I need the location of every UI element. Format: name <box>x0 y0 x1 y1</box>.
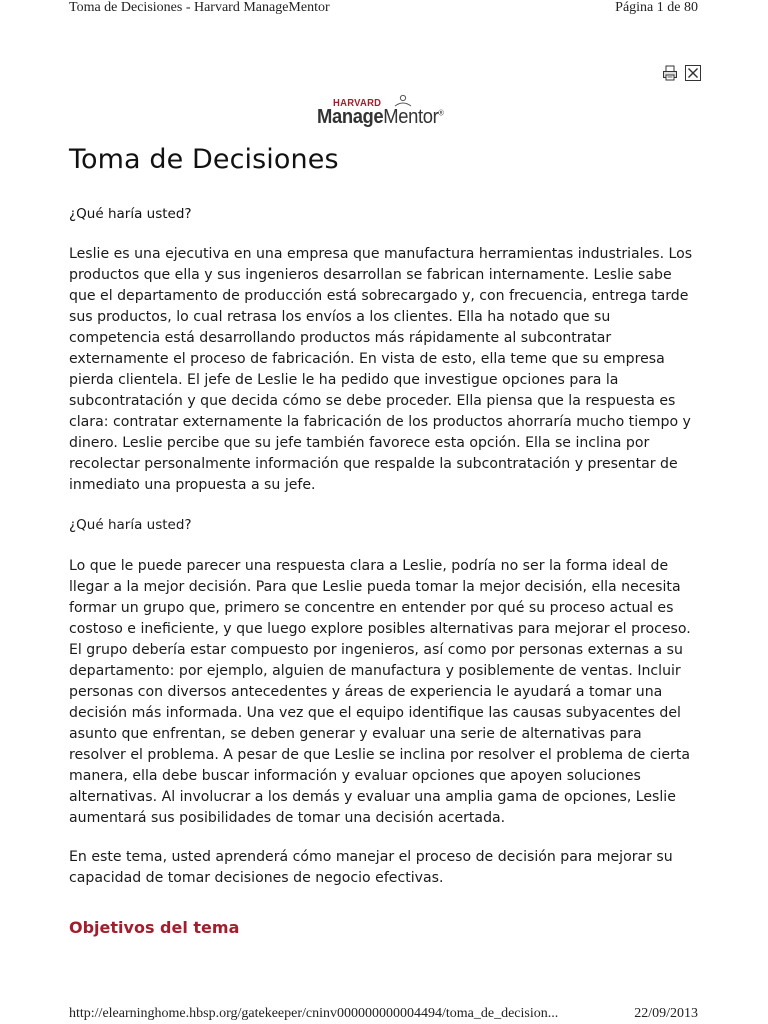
question-repeat: ¿Qué haría usted? <box>69 517 192 533</box>
document-toolbar <box>660 65 701 83</box>
print-footer-url: http://elearninghome.hbsp.org/gatekeeper/cninv000000000004494/toma_de_decision... <box>69 1006 559 1021</box>
logo-managementor-text <box>317 106 443 129</box>
harvard-managementor-logo <box>315 94 455 132</box>
logo-harvard-text: HARVARD <box>333 97 382 109</box>
close-icon[interactable] <box>685 65 701 81</box>
page-title: Toma de Decisiones <box>69 144 339 175</box>
answer-paragraph: Lo que le puede parecer una respuesta clara a Leslie, podría no ser la forma ideal de llegar a la mejor decisión. Para que Leslie pueda tomar la mejor decisión, ella necesita formar un grupo que, primero se concentre en entender por qué su proceso actual es costoso e ineficiente, y que luego explore posibles alternativas para mejorar el proceso. El grupo debería estar compuesto por ingenieros, así como por personas externas a su departamento: por ejemplo, alguien de manufactura y posiblemente de ventas. Incluir personas con diversos antecedentes y áreas de experiencia le ayudará a tomar una decisión más informada. Una vez que el equipo identifique las causas subyacentes del asunto que enfrentan, se deben generar y evaluar una serie de alternativas para resolver el problema. A pesar de que Leslie se inclina por resolver el problema de cierta manera, ella debe buscar información y evaluar opciones que apoyen soluciones alternativas. Al involucrar a los demás y evaluar una amplia gama de opciones, Leslie aumentará sus posibilidades de tomar una decisión acertada. <box>69 558 691 826</box>
topic-intro-paragraph: En este tema, usted aprenderá cómo manejar el proceso de decisión para mejorar su capacidad de tomar decisiones de negocio efectivas. <box>69 849 673 886</box>
scenario-paragraph: Leslie es una ejecutiva en una empresa que manufactura herramientas industriales. Los productos que ella y sus ingenieros desarrollan se fabrican internamente. Leslie sabe que el departamento de producción está sobrecargado y, con frecuencia, entrega tarde sus productos, lo cual retrasa los envíos a los clientes. Ella ha notado que su competencia está desarrollando productos más rápidamente al subcontratar externamente el proceso de fabricación. En vista de esto, ella teme que su empresa pierda clientela. El jefe de Leslie le ha pedido que investigue opciones para la subcontratación y que decida cómo se debe proceder. Ella piensa que la respuesta es clara: contratar externamente la fabricación de los productos ahorraría mucho tiempo y dinero. Leslie percibe que su jefe también favorece esta opción. Ella se inclina por recolectar personalmente información que respalde la subcontratación y presentar de inmediato una propuesta a su jefe. <box>69 246 693 493</box>
logo-trademark: ® <box>438 108 444 118</box>
main-content <box>69 140 699 940</box>
logo-mentor-text: Mentor <box>383 106 439 128</box>
question-heading: ¿Qué haría usted? <box>69 206 192 222</box>
print-header <box>0 0 768 20</box>
logo-manage-text: Manage <box>317 106 384 128</box>
section-heading-objectives: Objetivos del tema <box>69 918 240 937</box>
print-header-page-count: Página 1 de 80 <box>615 0 698 15</box>
printer-icon[interactable] <box>662 65 678 81</box>
print-footer <box>0 1006 768 1024</box>
print-header-title: Toma de Decisiones - Harvard ManageMentor <box>69 0 330 15</box>
print-footer-date: 22/09/2013 <box>634 1006 698 1021</box>
